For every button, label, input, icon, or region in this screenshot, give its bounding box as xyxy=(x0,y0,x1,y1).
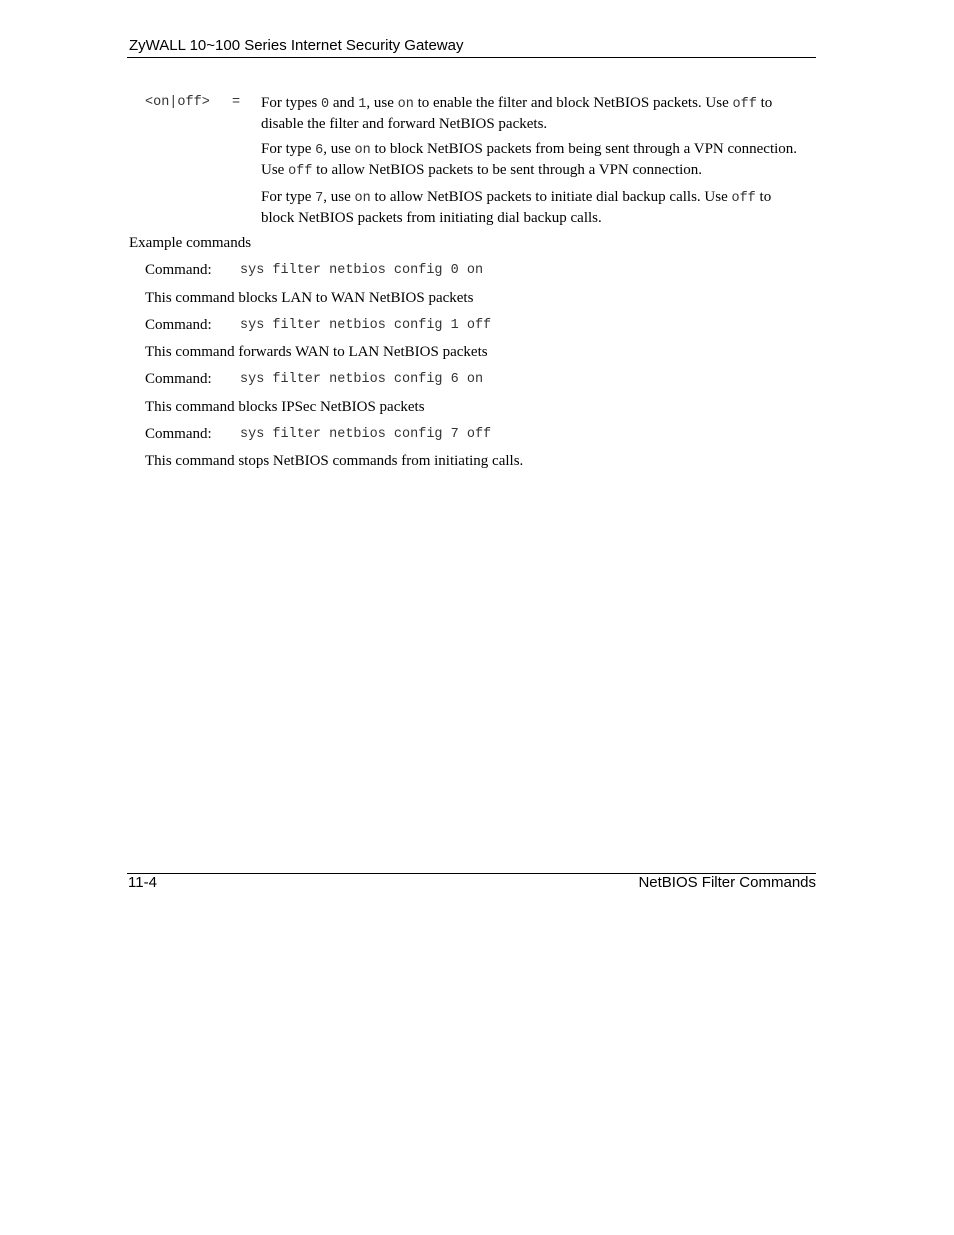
description-text: to block NetBIOS packets from being sent through a VPN connection. Use xyxy=(261,141,798,178)
command-description: This command forwards WAN to LAN NetBIOS packets xyxy=(145,344,488,360)
parameter-name: <on|off> xyxy=(145,95,210,110)
description-text: , use xyxy=(366,95,398,111)
parameter-description-1 xyxy=(261,94,806,134)
command-code: sys filter netbios config 7 off xyxy=(240,427,492,442)
inline-code: 7 xyxy=(315,191,324,206)
inline-code: 0 xyxy=(321,97,330,112)
header-rule xyxy=(127,57,816,58)
inline-code: 1 xyxy=(358,97,367,112)
command-label: Command: xyxy=(145,317,212,333)
command-label: Command: xyxy=(145,371,212,387)
parameter-equals: = xyxy=(232,95,241,110)
description-text: to disable the filter and forward NetBIOS packets. xyxy=(261,95,773,132)
parameter-description-2 xyxy=(261,140,806,181)
description-text: For type xyxy=(261,189,316,205)
description-text: For type xyxy=(261,141,316,157)
inline-code: on xyxy=(397,97,414,112)
inline-code: off xyxy=(288,163,313,179)
inline-code: 6 xyxy=(315,143,324,158)
command-description: This command blocks LAN to WAN NetBIOS packets xyxy=(145,290,474,306)
running-header-title: ZyWALL 10~100 Series Internet Security Gateway xyxy=(129,37,464,54)
description-text: to block NetBIOS packets from initiating dial backup calls. xyxy=(261,189,772,226)
command-description: This command stops NetBIOS commands from initiating calls. xyxy=(145,453,524,469)
description-text: , use xyxy=(323,141,355,157)
command-code: sys filter netbios config 6 on xyxy=(240,372,484,387)
example-commands-heading: Example commands xyxy=(129,235,252,251)
section-title: NetBIOS Filter Commands xyxy=(638,874,816,891)
inline-code: on xyxy=(354,191,371,206)
description-text: to enable the filter and block NetBIOS packets. Use xyxy=(413,95,733,111)
description-text: to allow NetBIOS packets to initiate dial backup calls. Use xyxy=(370,189,732,205)
inline-code: off xyxy=(731,191,756,206)
command-label: Command: xyxy=(145,262,212,278)
command-code: sys filter netbios config 0 on xyxy=(240,263,484,278)
description-text: and xyxy=(329,95,359,111)
page-number: 11-4 xyxy=(128,874,157,891)
description-text: For types xyxy=(261,95,321,111)
command-code: sys filter netbios config 1 off xyxy=(240,318,492,333)
parameter-description-3 xyxy=(261,188,806,228)
inline-code: off xyxy=(732,97,757,112)
inline-code: on xyxy=(354,143,371,158)
command-description: This command blocks IPSec NetBIOS packets xyxy=(145,399,425,415)
command-label: Command: xyxy=(145,426,212,442)
description-text: to allow NetBIOS packets to be sent through a VPN connection. xyxy=(312,161,703,178)
description-text: , use xyxy=(323,189,355,205)
